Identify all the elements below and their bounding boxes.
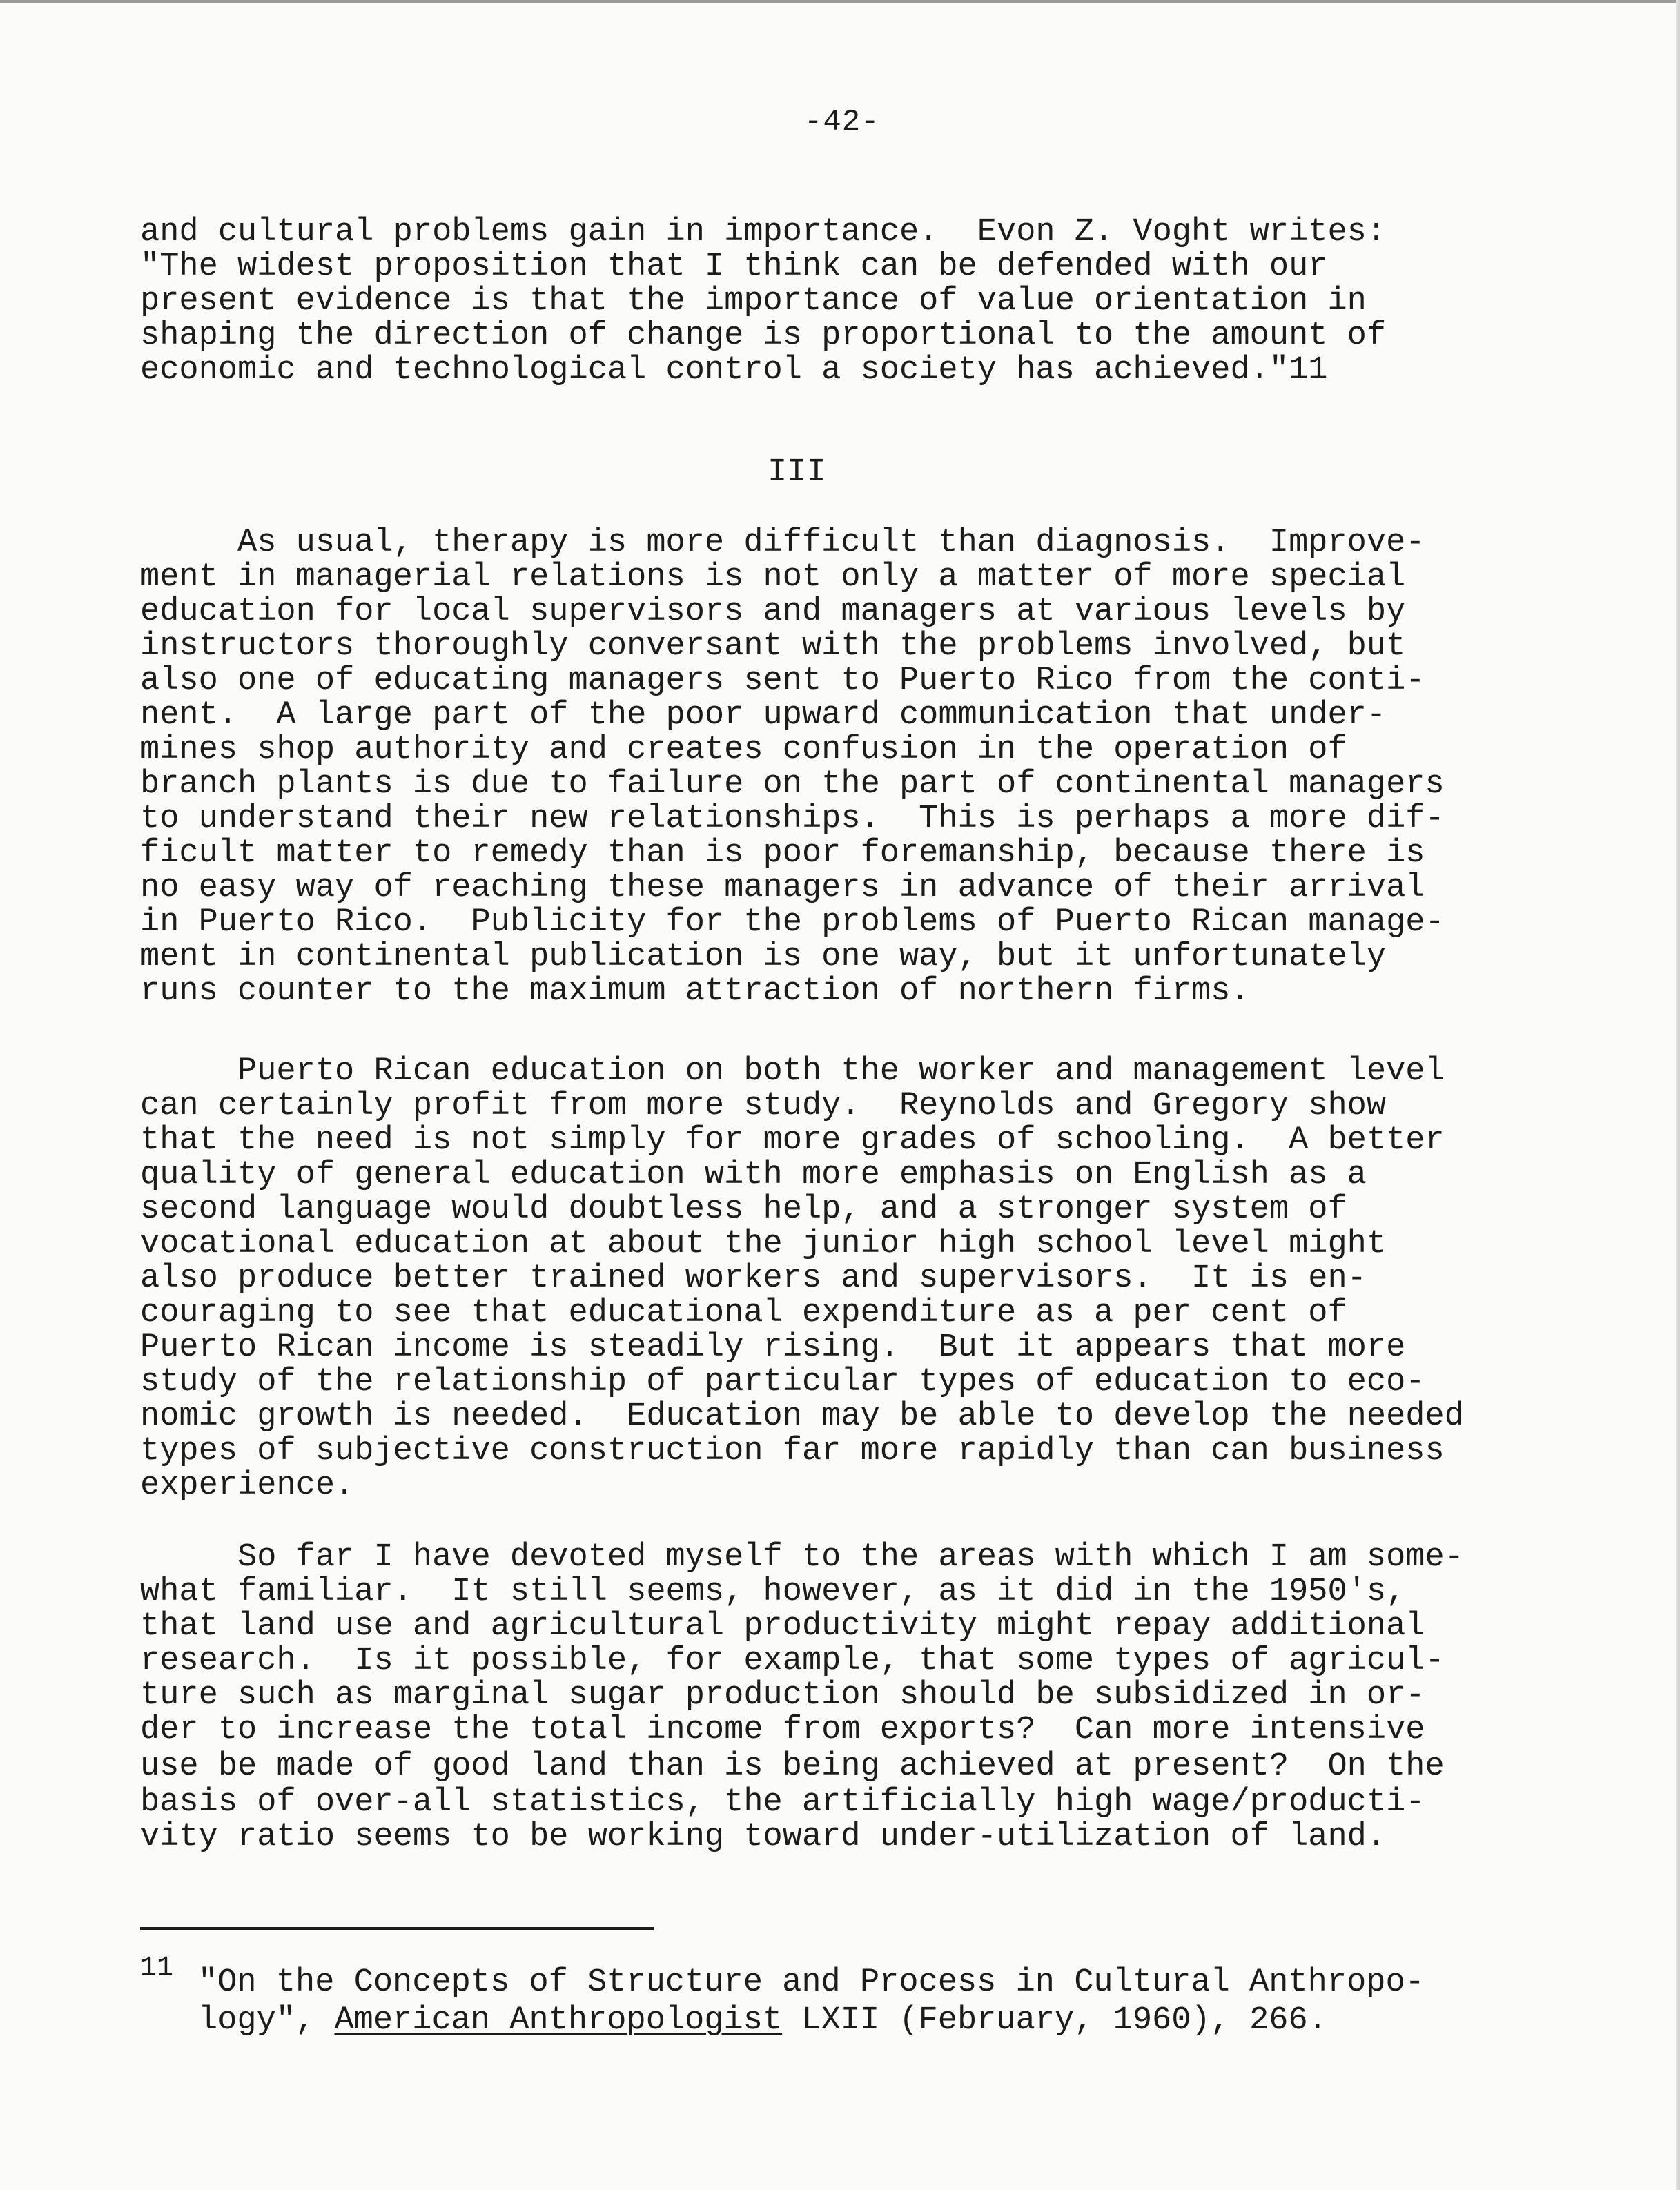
footnote-rule — [140, 1927, 654, 1930]
text-line: economic and technological control a society has achieved."11 — [140, 352, 1328, 389]
text-line: ment in continental publication is one way, but it unfortunately — [140, 939, 1387, 975]
text-line: Puerto Rican education on both the worker and management level — [140, 1053, 1445, 1090]
text-line: nent. A large part of the poor upward communication that under- — [140, 697, 1387, 734]
footnote-line: "On the Concepts of Structure and Process in Cultural Anthropo- — [198, 1964, 1425, 2001]
text-line: branch plants is due to failure on the part of continental managers — [140, 766, 1445, 803]
text-line: study of the relationship of particular types of education to eco- — [140, 1364, 1425, 1400]
text-line: der to increase the total income from exports? Can more intensive — [140, 1712, 1425, 1748]
text-line: types of subjective construction far more rapidly than can business — [140, 1433, 1445, 1469]
text-line: ficult matter to remedy than is poor foremanship, because there is — [140, 835, 1425, 872]
text-line: As usual, therapy is more difficult than diagnosis. Improve- — [140, 525, 1425, 561]
text-line: second language would doubtless help, and a stronger system of — [140, 1191, 1347, 1228]
text-line: can certainly profit from more study. Reynolds and Gregory show — [140, 1088, 1387, 1124]
text-line: So far I have devoted myself to the areas with which I am some- — [140, 1539, 1464, 1576]
footnote-text: logy", — [198, 2002, 335, 2039]
text-line: vocational education at about the junior high school level might — [140, 1226, 1387, 1262]
text-line: what familiar. It still seems, however, as it did in the 1950's, — [140, 1574, 1406, 1610]
page-number: -42- — [804, 105, 880, 139]
text-line: nomic growth is needed. Education may be able to develop the needed — [140, 1398, 1464, 1435]
text-line: also one of educating managers sent to Puerto Rico from the conti- — [140, 663, 1425, 699]
text-line: experience. — [140, 1467, 355, 1504]
text-line: education for local supervisors and managers at various levels by — [140, 594, 1406, 630]
text-line: ture such as marginal sugar production should be subsidized in or- — [140, 1677, 1425, 1714]
page-right-edge — [1676, 0, 1680, 2190]
text-line: ment in managerial relations is not only a matter of more special — [140, 559, 1406, 596]
page-top-edge — [0, 0, 1680, 3]
text-line: quality of general education with more emphasis on English as a — [140, 1157, 1367, 1193]
section-heading: III — [768, 454, 826, 491]
footnote-line — [198, 2004, 1327, 2038]
text-line: in Puerto Rico. Publicity for the problems of Puerto Rican manage- — [140, 904, 1445, 941]
text-line: runs counter to the maximum attraction of northern firms. — [140, 973, 1250, 1010]
text-line: that the need is not simply for more grades of schooling. A better — [140, 1122, 1445, 1159]
text-line: instructors thoroughly conversant with the problems involved, but — [140, 628, 1406, 665]
text-line: shaping the direction of change is proportional to the amount of — [140, 317, 1387, 354]
text-line: Puerto Rican income is steadily rising. But it appears that more — [140, 1329, 1406, 1366]
text-line: basis of over-all statistics, the artificially high wage/producti- — [140, 1784, 1425, 1821]
text-line: and cultural problems gain in importance. Evon Z. Voght writes: — [140, 214, 1387, 251]
text-line: to understand their new relationships. This is perhaps a more dif- — [140, 801, 1445, 837]
text-line: present evidence is that the importance of value orientation in — [140, 283, 1367, 320]
text-line: research. Is it possible, for example, that some types of agricul- — [140, 1643, 1445, 1679]
footnote-journal-title: American Anthropologist — [334, 2002, 783, 2039]
text-line: mines shop authority and creates confusion in the operation of — [140, 732, 1347, 768]
text-line: "The widest proposition that I think can be defended with our — [140, 248, 1328, 285]
text-line: vity ratio seems to be working toward under-utilization of land. — [140, 1819, 1387, 1855]
text-line: use be made of good land than is being achieved at present? On the — [140, 1748, 1445, 1785]
text-line: that land use and agricultural productivity might repay additional — [140, 1608, 1425, 1645]
text-line: also produce better trained workers and supervisors. It is en- — [140, 1260, 1367, 1297]
footnote-text: LXII (February, 1960), 266. — [782, 2002, 1327, 2039]
footnote-marker: 11 — [140, 1953, 174, 1984]
text-line: couraging to see that educational expenditure as a per cent of — [140, 1295, 1347, 1331]
text-line: no easy way of reaching these managers in advance of their arrival — [140, 870, 1425, 906]
